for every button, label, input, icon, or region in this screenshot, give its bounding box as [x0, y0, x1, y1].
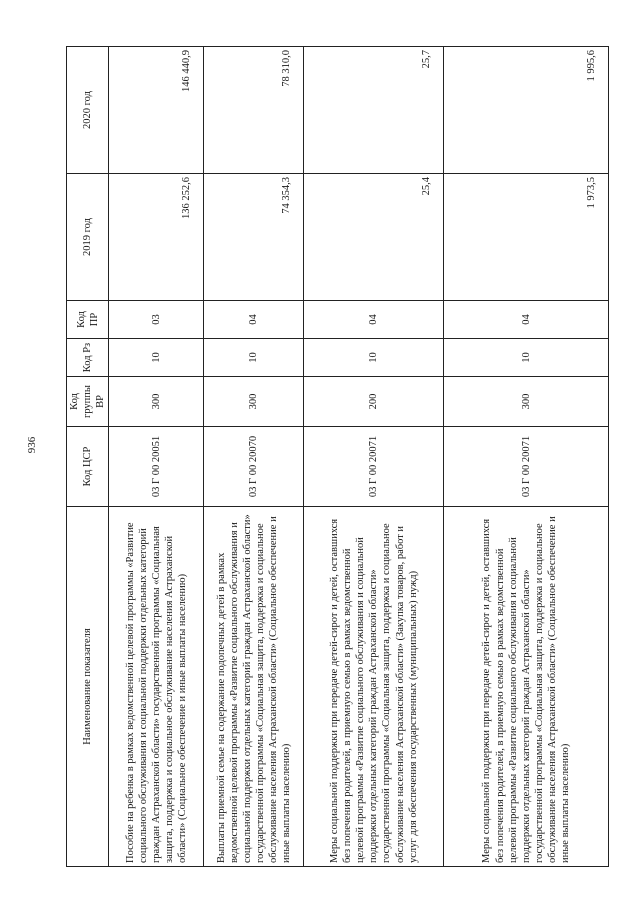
row-csr: 03 Г 00 20071: [304, 427, 444, 507]
row-2020: 25,7: [304, 47, 444, 174]
rotated-table-container: [66, 47, 606, 867]
row-name: Меры социальной поддержки при передаче детей-сирот и детей, оставшихся без попечения родителей, в приемную семью в рамках ведомственной целевой программы «Развитие социального обслуживания и социальной поддержки отдельных категорий граждан Астраханской области» государственной программы «Социальная защита, поддержка и социальное обслуживание населения Астраханской области» (Закупка товаров, работ и услуг для обеспечения государственных (муниципальных) нужд): [304, 507, 444, 867]
table-row: [444, 47, 609, 867]
row-name: Выплаты приемной семье на содержание подопечных детей в рамках ведомственной целевой программы «Развитие социального обслуживания и социальной поддержки отдельных категорий граждан Астраханской области» государственной программы «Социальная защита, поддержка и социальное обслуживание населения Астраханской области» (Социальное обеспечение и иные выплаты населению): [204, 507, 304, 867]
budget-table: [66, 46, 609, 867]
header-pr: Код ПР: [67, 301, 109, 339]
row-rz: 10: [444, 339, 609, 377]
row-2019: 25,4: [304, 174, 444, 301]
row-csr: 03 Г 00 20051: [109, 427, 204, 507]
row-2019: 74 354,3: [204, 174, 304, 301]
header-vr: Код группы ВР: [67, 377, 109, 427]
header-name: Наименование показателя: [67, 507, 109, 867]
row-2020: 1 995,6: [444, 47, 609, 174]
row-name: Меры социальной поддержки при передаче детей-сирот и детей, оставшихся без попечения родителей, в приемную семью в рамках ведомственной целевой программы «Развитие социального обслуживания и социальной поддержки отдельных категорий граждан Астраханской области» государственной программы «Социальная защита, поддержка и социальное обслуживание населения Астраханской области» (Социальное обеспечение и иные выплаты населению): [444, 507, 609, 867]
table-row: [109, 47, 204, 867]
table-header-row: [67, 47, 109, 867]
table-row: [304, 47, 444, 867]
table-row: [204, 47, 304, 867]
row-rz: 10: [304, 339, 444, 377]
row-2019: 1 973,5: [444, 174, 609, 301]
row-pr: 03: [109, 301, 204, 339]
row-2019: 136 252,6: [109, 174, 204, 301]
row-vr: 300: [204, 377, 304, 427]
row-rz: 10: [204, 339, 304, 377]
row-2020: 78 310,0: [204, 47, 304, 174]
row-pr: 04: [304, 301, 444, 339]
row-vr: 200: [304, 377, 444, 427]
row-csr: 03 Г 00 20071: [444, 427, 609, 507]
header-rz: Код Рз: [67, 339, 109, 377]
header-2019: 2019 год: [67, 174, 109, 301]
row-vr: 300: [109, 377, 204, 427]
row-csr: 03 Г 00 20070: [204, 427, 304, 507]
row-vr: 300: [444, 377, 609, 427]
header-csr: Код ЦСР: [67, 427, 109, 507]
row-pr: 04: [444, 301, 609, 339]
row-name: Пособие на ребенка в рамках ведомственной целевой программы «Развитие социального обслуживания и социальной поддержки отдельных категорий граждан Астраханской области» государственной программы «Социальная защита, поддержка и социальное обслуживание населения Астраханской области» (Социальное обеспечение и иные выплаты населению): [109, 507, 204, 867]
row-rz: 10: [109, 339, 204, 377]
row-2020: 146 440,9: [109, 47, 204, 174]
page-number: 936: [26, 436, 38, 454]
header-2020: 2020 год: [67, 47, 109, 174]
row-pr: 04: [204, 301, 304, 339]
